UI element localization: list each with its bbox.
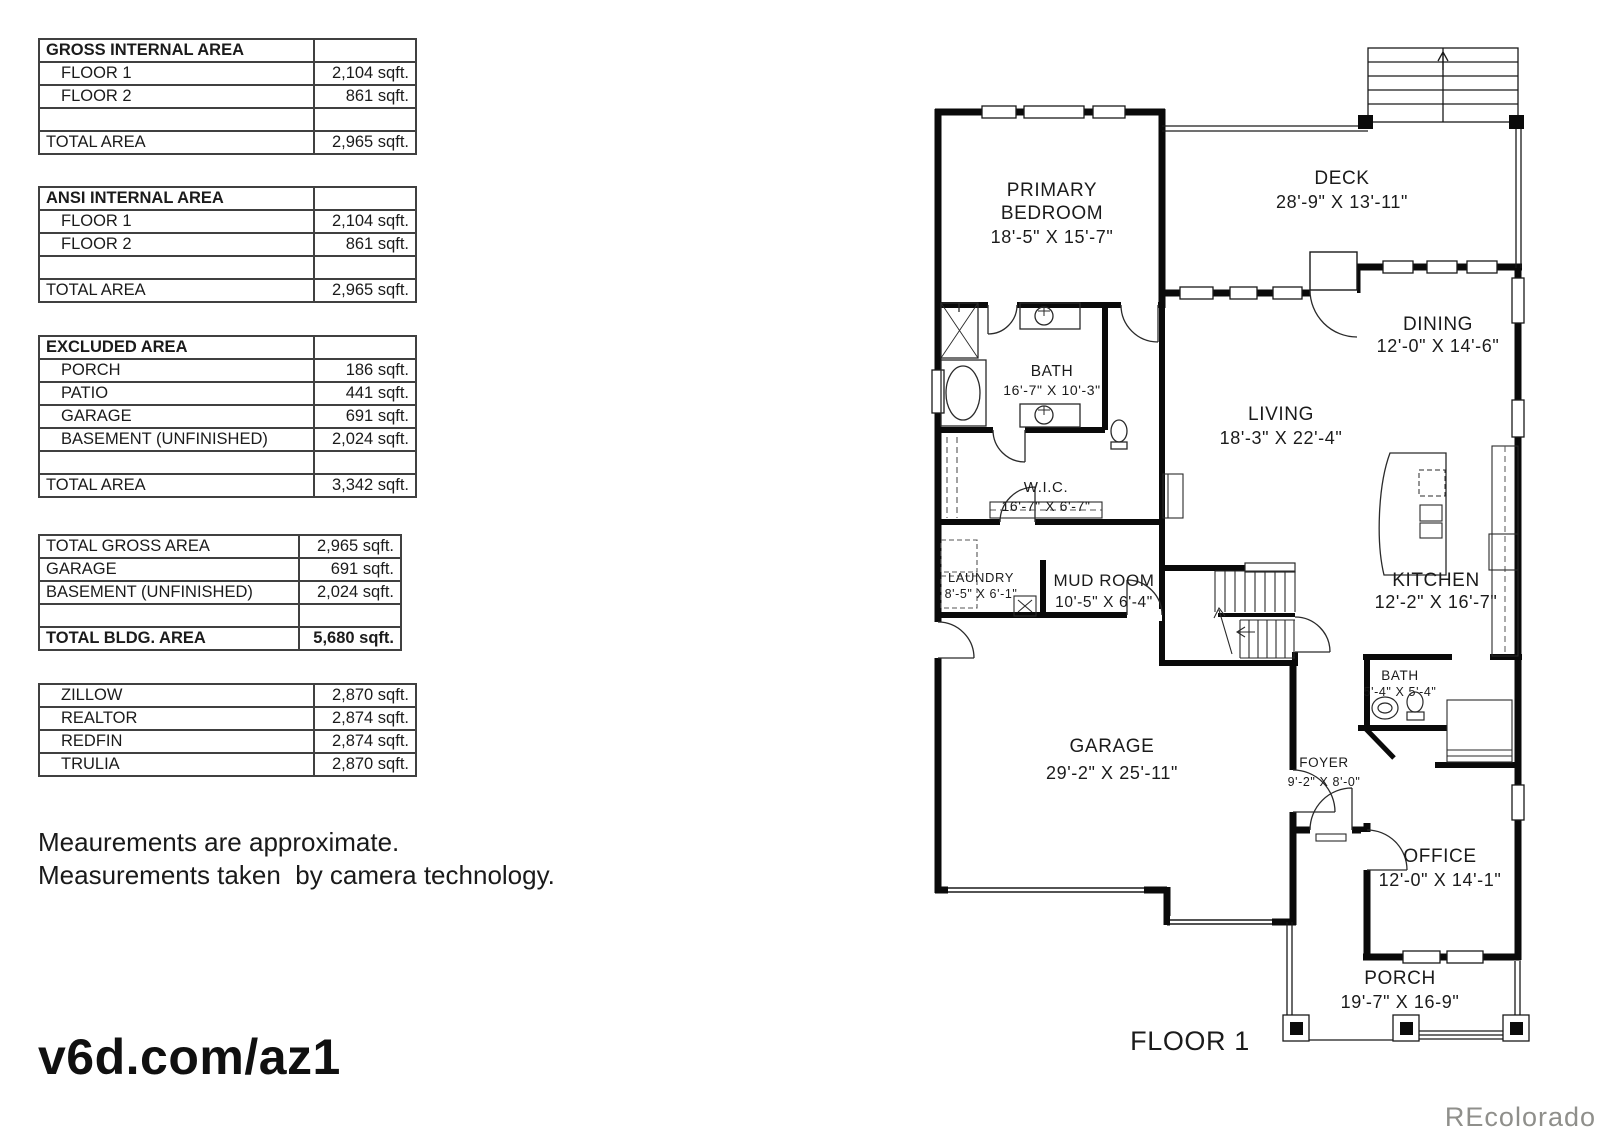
- table-label-cell: [39, 604, 299, 627]
- note-line-2: Measurements taken by camera technology.: [38, 860, 555, 890]
- table-row: [39, 359, 416, 382]
- room-dims-living: 18'-3" X 22'-4": [1219, 428, 1343, 448]
- table-value-cell: 2,870 sqft.: [314, 684, 416, 707]
- room-label-bath1: BATH: [1030, 363, 1074, 380]
- table-label-cell: [39, 256, 314, 279]
- room-label-porch: PORCH: [1364, 968, 1436, 989]
- table-row: [39, 753, 416, 776]
- foyer-closet: [1316, 700, 1512, 841]
- table-label-cell: TOTAL GROSS AREA: [39, 535, 299, 558]
- table-row: [39, 604, 401, 627]
- table-row: [39, 131, 416, 154]
- room-label-dining: DINING: [1402, 314, 1474, 335]
- table-row: [39, 85, 416, 108]
- note-line-1: Meaurements are approximate.: [38, 827, 400, 857]
- table-label-cell: GARAGE: [39, 558, 299, 581]
- room-label-wic: W.I.C.: [1023, 479, 1069, 496]
- room-dims-porch: 19'-7" X 16-9": [1340, 992, 1460, 1012]
- table-label-cell: FLOOR 2: [39, 85, 314, 108]
- table-label-cell: TOTAL AREA: [39, 279, 314, 302]
- table-row: [39, 39, 416, 62]
- table-value-cell: 2,965 sqft.: [299, 535, 401, 558]
- kitchen-fixtures: [1379, 446, 1518, 656]
- table-value-cell: [314, 336, 416, 359]
- table-row: [39, 256, 416, 279]
- table-row: [39, 336, 416, 359]
- room-label-deck: DECK: [1314, 168, 1370, 189]
- table-label-cell: [39, 451, 314, 474]
- table-row: [39, 581, 401, 604]
- room-label-laundry: LAUNDRY: [947, 570, 1015, 585]
- table-label-cell: TOTAL BLDG. AREA: [39, 627, 299, 650]
- listing-sites-table: [38, 683, 417, 777]
- table-row: [39, 730, 416, 753]
- room-dims-wic: 16'-7" X 6'-7": [1001, 498, 1091, 514]
- table-value-cell: 861 sqft.: [314, 85, 416, 108]
- table-header-cell: EXCLUDED AREA: [39, 336, 314, 359]
- table-label-cell: FLOOR 1: [39, 62, 314, 85]
- table-value-cell: 2,104 sqft.: [314, 210, 416, 233]
- table-label-cell: BASEMENT (UNFINISHED): [39, 428, 314, 451]
- room-dims-foyer: 9'-2" X 8'-0": [1287, 775, 1361, 789]
- table-label-cell: PORCH: [39, 359, 314, 382]
- room-dims-office: 12'-0" X 14'-1": [1378, 870, 1502, 890]
- measurement-notes: [38, 826, 555, 892]
- table-value-cell: [314, 256, 416, 279]
- table-header-cell: ANSI INTERNAL AREA: [39, 187, 314, 210]
- table-row: [39, 62, 416, 85]
- table-label-cell: FLOOR 2: [39, 233, 314, 256]
- recolorado-watermark: REcolorado: [1444, 1102, 1596, 1132]
- table-value-cell: 691 sqft.: [314, 405, 416, 428]
- table-value-cell: 2,874 sqft.: [314, 730, 416, 753]
- table-label-cell: TOTAL AREA: [39, 131, 314, 154]
- table-row: [39, 187, 416, 210]
- room-label-garage: GARAGE: [1069, 736, 1155, 757]
- table-label-cell: REDFIN: [39, 730, 314, 753]
- room-dims-bath1: 16'-7" X 10'-3": [1003, 382, 1101, 398]
- table-row: [39, 474, 416, 497]
- room-dims-mud-room: 10'-5" X 6'-4": [1055, 594, 1153, 611]
- deck-door-panel: [1310, 252, 1357, 290]
- table-value-cell: 861 sqft.: [314, 233, 416, 256]
- table-value-cell: [314, 39, 416, 62]
- table-value-cell: 2,965 sqft.: [314, 131, 416, 154]
- table-value-cell: 2,104 sqft.: [314, 62, 416, 85]
- room-label-living: LIVING: [1248, 404, 1314, 425]
- table-row: [39, 684, 416, 707]
- table-value-cell: 5,680 sqft.: [299, 627, 401, 650]
- table-row: [39, 405, 416, 428]
- table-value-cell: [314, 451, 416, 474]
- room-label-mud-room: MUD ROOM: [1053, 571, 1155, 590]
- table-row: [39, 558, 401, 581]
- table-row: [39, 279, 416, 302]
- table-value-cell: 2,024 sqft.: [314, 428, 416, 451]
- room-dims-laundry: 8'-5" X 6'-1": [944, 587, 1018, 601]
- site-url-text: v6d.com/az1: [38, 1029, 341, 1085]
- table-row: [39, 108, 416, 131]
- table-row: [39, 428, 416, 451]
- table-row: [39, 233, 416, 256]
- room-label-primary-bedroom-2: BEDROOM: [1000, 203, 1104, 224]
- main-stairs: [1214, 563, 1295, 658]
- table-header-cell: GROSS INTERNAL AREA: [39, 39, 314, 62]
- table-row: [39, 627, 401, 650]
- table-value-cell: [314, 108, 416, 131]
- table-value-cell: 2,870 sqft.: [314, 753, 416, 776]
- table-label-cell: REALTOR: [39, 707, 314, 730]
- floor-label: FLOOR 1: [1130, 1026, 1250, 1056]
- table-value-cell: [299, 604, 401, 627]
- table-row: [39, 210, 416, 233]
- table-value-cell: 2,874 sqft.: [314, 707, 416, 730]
- table-label-cell: FLOOR 1: [39, 210, 314, 233]
- table-label-cell: PATIO: [39, 382, 314, 405]
- table-label-cell: ZILLOW: [39, 684, 314, 707]
- deck: [1162, 48, 1521, 268]
- table-label-cell: TRULIA: [39, 753, 314, 776]
- table-label-cell: GARAGE: [39, 405, 314, 428]
- room-label-bath2: BATH: [1381, 668, 1419, 683]
- table-value-cell: 2,024 sqft.: [299, 581, 401, 604]
- room-dims-garage: 29'-2" X 25'-11": [1046, 763, 1178, 783]
- table-value-cell: 2,965 sqft.: [314, 279, 416, 302]
- table-row: [39, 707, 416, 730]
- table-value-cell: 3,342 sqft.: [314, 474, 416, 497]
- room-dims-primary-bedroom: 18'-5" X 15'-7": [990, 227, 1114, 247]
- room-dims-bath2: 5'-4" X 5'-4": [1363, 685, 1437, 699]
- table-row: [39, 382, 416, 405]
- table-label-cell: TOTAL AREA: [39, 474, 314, 497]
- table-label-cell: [39, 108, 314, 131]
- gross-internal-area-table: [38, 38, 417, 155]
- excluded-area-table: [38, 335, 417, 498]
- room-dims-kitchen: 12'-2" X 16'-7": [1374, 592, 1498, 612]
- table-value-cell: 186 sqft.: [314, 359, 416, 382]
- ansi-internal-area-table: [38, 186, 417, 303]
- room-label-kitchen: KITCHEN: [1392, 570, 1480, 591]
- room-label-foyer: FOYER: [1299, 755, 1349, 770]
- table-value-cell: 691 sqft.: [299, 558, 401, 581]
- table-label-cell: BASEMENT (UNFINISHED): [39, 581, 299, 604]
- room-label-office: OFFICE: [1403, 846, 1477, 867]
- floor-plan-drawing: [890, 30, 1550, 1080]
- room-dims-dining: 12'-0" X 14'-6": [1376, 336, 1500, 356]
- table-value-cell: [314, 187, 416, 210]
- table-row: [39, 535, 401, 558]
- table-value-cell: 441 sqft.: [314, 382, 416, 405]
- porch-posts: [1283, 1015, 1529, 1041]
- room-label-primary-bedroom: PRIMARY: [1006, 180, 1098, 201]
- summary-area-table: [38, 534, 402, 651]
- table-row: [39, 451, 416, 474]
- room-dims-deck: 28'-9" X 13'-11": [1276, 192, 1408, 212]
